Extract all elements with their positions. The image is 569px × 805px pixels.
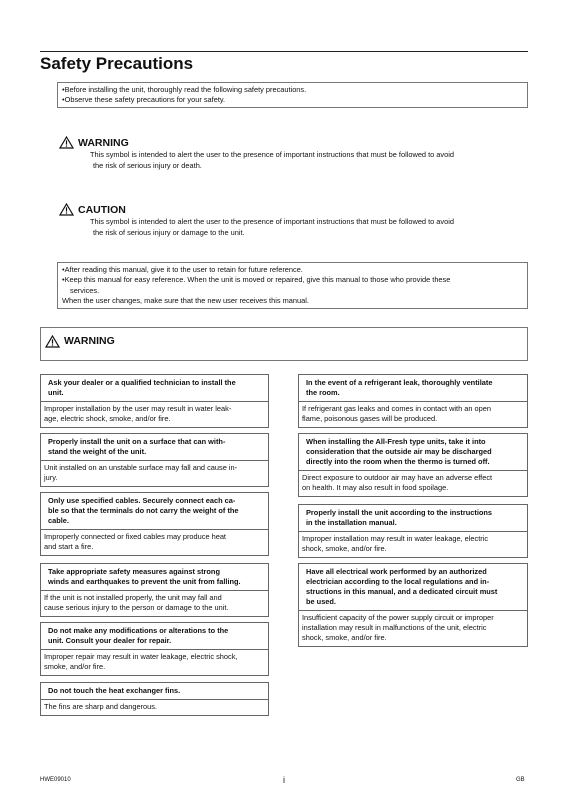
- warning-triangle-icon: [59, 203, 74, 216]
- warning-card: [298, 563, 528, 647]
- card-body-line: shock, smoke, and/or fire.: [302, 544, 387, 553]
- card-heading-line: ble so that the terminals do not carry the weight of the: [48, 506, 239, 515]
- reference-box: [57, 262, 528, 309]
- card-body-line: installation may result in malfunctions of the unit, electric: [302, 623, 487, 632]
- footer-page-number: i: [283, 775, 285, 785]
- caution-symbol-label: CAUTION: [78, 203, 126, 216]
- card-body: [41, 650, 268, 675]
- reference-line: •After reading this manual, give it to the user to retain for future reference.: [62, 265, 303, 274]
- warning-card: [40, 492, 269, 556]
- warning-card: [40, 374, 269, 428]
- card-body: [299, 611, 527, 646]
- card-heading-line: be used.: [306, 597, 336, 606]
- warning-triangle-icon: [59, 136, 74, 149]
- card-heading-line: Take appropriate safety measures against strong: [48, 567, 220, 576]
- card-body-line: Unit installed on an unstable surface may fall and cause in-: [44, 463, 238, 472]
- card-body: [41, 402, 268, 427]
- warning-card: [298, 374, 528, 428]
- card-heading-line: Ask your dealer or a qualified technician to install the: [48, 378, 236, 387]
- card-body-line: Improper repair may result in water leakage, electric shock,: [44, 652, 238, 661]
- card-body-line: jury.: [44, 473, 58, 482]
- card-body: [299, 402, 527, 427]
- warning-header-label: WARNING: [64, 335, 115, 348]
- reference-line: •Keep this manual for easy reference. When the unit is moved or repaired, give this manual to those who provide these: [62, 275, 451, 285]
- warning-card: [298, 433, 528, 497]
- warning-header-box: [40, 327, 528, 361]
- card-heading-line: structions in this manual, and a dedicated circuit must: [306, 587, 498, 596]
- title-rule: [40, 51, 528, 52]
- card-heading-line: When installing the All-Fresh type units, take it into: [306, 437, 486, 446]
- card-body: [41, 700, 268, 715]
- card-heading: [41, 493, 268, 530]
- card-heading-line: unit. Consult your dealer for repair.: [48, 636, 172, 645]
- card-heading: [41, 434, 268, 461]
- footer-doc-code: HWE09010: [40, 777, 71, 783]
- card-heading-line: Do not make any modifications or alterations to the: [48, 626, 229, 635]
- card-heading: [41, 623, 268, 650]
- card-heading: [299, 564, 527, 611]
- warning-card: [40, 433, 269, 487]
- reference-line: services.: [70, 285, 100, 295]
- card-body-line: Improperly connected or fixed cables may produce heat: [44, 532, 226, 541]
- card-body: [299, 532, 527, 557]
- card-body-line: If refrigerant gas leaks and comes in contact with an open: [302, 404, 491, 413]
- warning-card: [298, 504, 528, 558]
- card-heading-line: in the installation manual.: [306, 518, 397, 527]
- warning-symbol-line: This symbol is intended to alert the user to the presence of important instructions that must be followed to avoid: [90, 150, 454, 159]
- card-heading-line: directly into the room when the thermo is turned off.: [306, 457, 490, 466]
- card-body: [299, 471, 527, 496]
- warning-card: [40, 563, 269, 617]
- card-heading: [41, 564, 268, 591]
- card-heading-line: unit.: [48, 388, 64, 397]
- card-heading-line: Do not touch the heat exchanger fins.: [48, 686, 181, 695]
- card-heading-line: electrician according to the local regulations and in-: [306, 577, 490, 586]
- card-body-line: smoke, and/or fire.: [44, 662, 106, 671]
- caution-symbol-text: [90, 217, 454, 238]
- card-body-line: shock, smoke, and/or fire.: [302, 633, 387, 642]
- card-body-line: Insufficient capacity of the power supply circuit or improper: [302, 613, 494, 622]
- card-body-line: on health. It may also result in food spoilage.: [302, 483, 449, 492]
- warning-triangle-icon: [45, 335, 60, 348]
- card-body-line: Direct exposure to outdoor air may have an adverse effect: [302, 473, 493, 482]
- card-heading-line: consideration that the outside air may be discharged: [306, 447, 492, 456]
- warning-card: [40, 682, 269, 716]
- warning-symbol-line: the risk of serious injury or death.: [93, 160, 202, 170]
- card-body-line: If the unit is not installed properly, the unit may fall and: [44, 593, 222, 602]
- card-heading: [299, 434, 527, 471]
- card-heading-line: Properly install the unit according to the instructions: [306, 508, 493, 517]
- warning-symbol-text: [90, 150, 454, 171]
- card-body-line: Improper installation by the user may result in water leak-: [44, 404, 232, 413]
- card-heading: [41, 375, 268, 402]
- card-heading-line: winds and earthquakes to prevent the unit from falling.: [48, 577, 241, 586]
- card-body-line: age, electric shock, smoke, and/or fire.: [44, 414, 171, 423]
- card-heading-line: the room.: [306, 388, 340, 397]
- card-body: [41, 591, 268, 616]
- card-body: [41, 461, 268, 486]
- card-heading-line: In the event of a refrigerant leak, thoroughly ventilate: [306, 378, 493, 387]
- intro-box: [57, 82, 528, 108]
- card-body-line: flame, poisonous gases will be produced.: [302, 414, 438, 423]
- page-title: Safety Precautions: [40, 54, 194, 73]
- footer-region-code: GB: [516, 777, 525, 783]
- card-heading-line: Have all electrical work performed by an authorized: [306, 567, 487, 576]
- reference-line: When the user changes, make sure that the new user receives this manual.: [62, 295, 309, 305]
- warning-symbol-heading: [59, 136, 129, 149]
- card-body: [41, 530, 268, 555]
- intro-line: •Before installing the unit, thoroughly read the following safety precautions.: [62, 85, 307, 94]
- caution-symbol-line: the risk of serious injury or damage to the unit.: [93, 227, 245, 237]
- card-body-line: The fins are sharp and dangerous.: [44, 702, 157, 711]
- card-heading-line: Properly install the unit on a surface that can with-: [48, 437, 226, 446]
- warning-card: [40, 622, 269, 676]
- card-heading: [299, 505, 527, 532]
- card-heading: [299, 375, 527, 402]
- card-body-line: Improper installation may result in water leakage, electric: [302, 534, 489, 543]
- card-heading-line: stand the weight of the unit.: [48, 447, 147, 456]
- card-heading: [41, 683, 268, 700]
- warning-symbol-label: WARNING: [78, 136, 129, 149]
- caution-symbol-line: This symbol is intended to alert the user to the presence of important instructions that must be followed to avoid: [90, 217, 454, 226]
- card-body-line: cause serious injury to the person or damage to the unit.: [44, 603, 229, 612]
- intro-line: •Observe these safety precautions for your safety.: [62, 95, 226, 105]
- card-heading-line: cable.: [48, 516, 69, 525]
- card-body-line: and start a fire.: [44, 542, 94, 551]
- caution-symbol-heading: [59, 203, 126, 216]
- warning-header: [45, 335, 115, 348]
- card-heading-line: Only use specified cables. Securely connect each ca-: [48, 496, 236, 505]
